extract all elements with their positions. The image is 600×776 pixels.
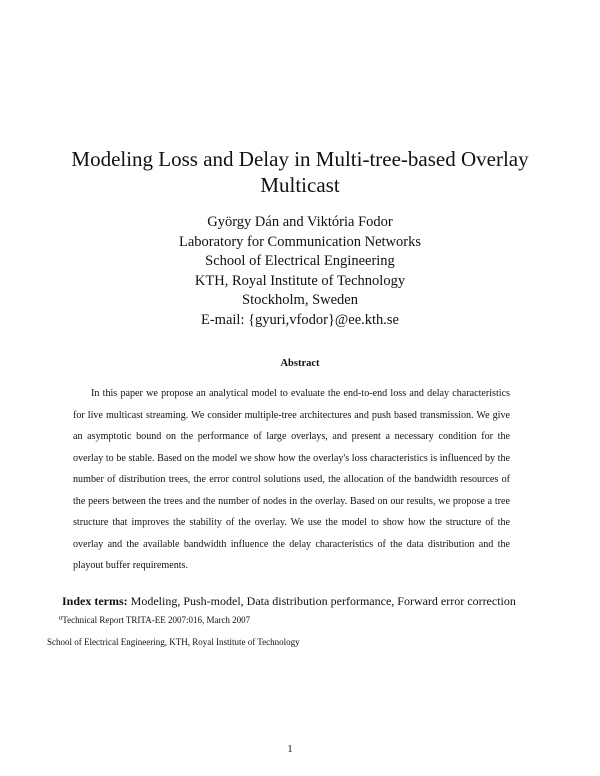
affiliation-institute: KTH, Royal Institute of Technology xyxy=(194,272,406,289)
author-email: E-mail: {gyuri,vfodor}@ee.kth.se xyxy=(200,311,399,328)
index-terms xyxy=(62,594,562,609)
affiliation-lab: Laboratory for Communication Networks xyxy=(178,233,421,250)
paper-title: Modeling Loss and Delay in Multi-tree-based Overlay Multicast xyxy=(71,147,529,197)
footnote-technical-report-text: Technical Report TRITA-EE 2007:016, March 2007 xyxy=(62,615,251,625)
affiliation-city: Stockholm, Sweden xyxy=(242,292,358,309)
abstract-body: In this paper we propose an analytical model to evaluate the end-to-end loss and delay characteristics for live multicast streaming. We consider multiple-tree architectures and push based transmission. We give an asymptotic bound on the performance of large overlays, and present a necessary condition for the overlay to be stable. Based on the model we show how the overlay's loss characteristics is influenced by the number of distribution trees, the error control solutions used, the allocation of the bandwidth resources of the peers between the trees and the number of nodes in the overlay. Based on our results, we propose a tree structure that improves the stability of the overlay. We use the model to show how the structure of the overlay and the available bandwidth influence the delay characteristics of the data distribution and the playout buffer requirements. xyxy=(73,388,510,571)
index-terms-text: Modeling, Push-model, Data distribution performance, Forward error correction xyxy=(130,594,516,608)
abstract-heading: Abstract xyxy=(280,358,320,369)
index-terms-label: Index terms: xyxy=(62,594,128,608)
author-names: György Dán and Viktória Fodor xyxy=(207,214,393,230)
footnote-school: School of Electrical Engineering, KTH, Royal Institute of Technology xyxy=(47,637,300,647)
footnote-marker: 0 xyxy=(59,615,63,622)
footnote-technical-report xyxy=(59,615,250,625)
author-block xyxy=(40,213,560,331)
affiliation-school: School of Electrical Engineering xyxy=(205,253,395,270)
page-number: 1 xyxy=(287,743,293,755)
